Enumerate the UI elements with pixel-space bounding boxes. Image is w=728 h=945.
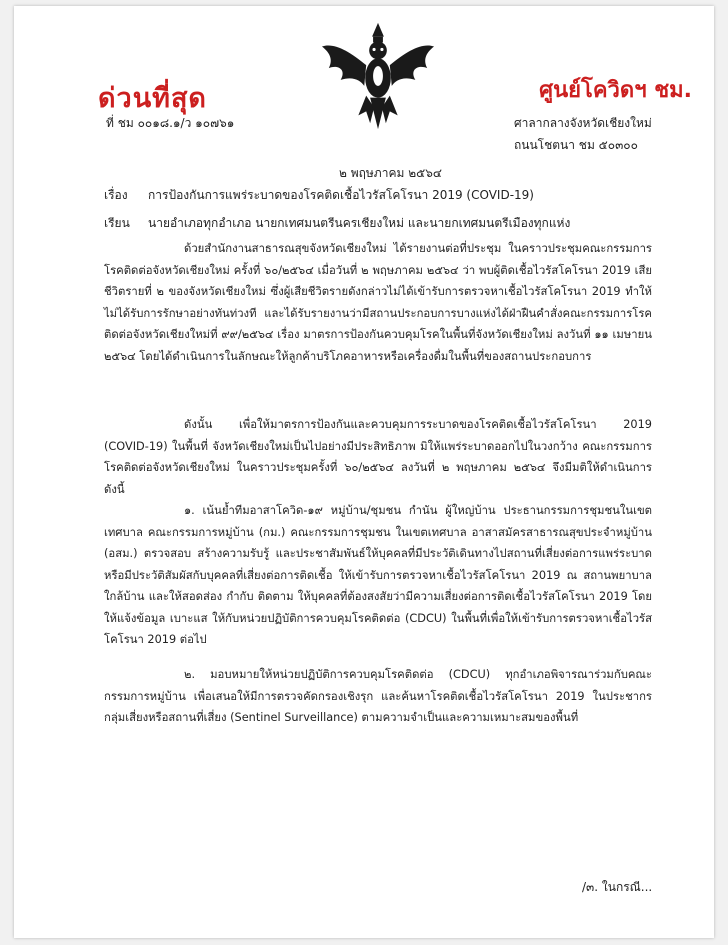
- subject-label: เรื่อง: [104, 188, 128, 202]
- document-number: ที่ ชม ๐๐๑๘.๑/ว ๑๐๗๖๑: [106, 116, 235, 130]
- covid-center-label: ศูนย์โควิดฯ ชม.: [539, 78, 692, 103]
- urgent-label: ด่วนที่สุด: [98, 83, 207, 114]
- document-date: ๒ พฤษภาคม ๒๕๖๔: [339, 166, 442, 180]
- body-paragraph-1: ด้วยสำนักงานสาธารณสุขจังหวัดเชียงใหม่ ได้รายงานต่อที่ประชุม ในคราวประชุมคณะกรรมการโรคติดต่อจังหวัดเชียงใหม่ ครั้งที่ ๖๐/๒๕๖๔ เมื่อวันที่ ๒ พฤษภาคม ๒๕๖๔ ว่า พบผู้ติดเชื้อไวรัสโคโรนา 2019 เสียชีวิตรายที่ ๒ ของจังหวัดเชียงใหม่ ซึ่งผู้เสียชีวิตรายดังกล่าวไม่ได้เข้ารับการตรวจหาเชื้อไวรัสโคโรนา 2019 ทำให้ไม่ได้รับการรักษาอย่างทันท่วงที และได้รับรายงานว่ามีสถานประกอบการบางแห่งได้ฝ่าฝืนคำสั่งคณะกรรมการโรคติดต่อจังหวัดเชียงใหม่ที่ ๙๙/๒๕๖๔ เรื่อง มาตรการป้องกันควบคุมโรคในพื้นที่จังหวัดเชียงใหม่ ลงวันที่ ๑๑ เมษายน ๒๕๖๔ โดยได้ดำเนินการในลักษณะให้ลูกค้าบริโภคอาหารหรือเครื่องดื่มในพื้นที่ของสถานประกอบการ: [104, 242, 652, 363]
- office-name: ศาลากลางจังหวัดเชียงใหม่: [514, 116, 652, 130]
- continuation-note: /๓. ในกรณี...: [582, 880, 653, 894]
- recipient-label: เรียน: [104, 216, 130, 230]
- body-item-2: ๒. มอบหมายให้หน่วยปฏิบัติการควบคุมโรคติดต่อ (CDCU) ทุกอำเภอพิจารณาร่วมกับคณะกรรมการหมู่บ้าน เพื่อเสนอให้มีการตรวจคัดกรองเชิงรุก และค้นหาโรคติดเชื้อไวรัสโคโรนา 2019 ในประชากรกลุ่มเสี่ยงหรือสถานที่เสี่ยง (Sentinel Surveillance) ตามความจำเป็นและความเหมาะสมของพื้นที่: [104, 668, 652, 724]
- office-address-block: [514, 112, 652, 156]
- subject-row: [104, 186, 534, 205]
- body-paragraph-2: ดังนั้น เพื่อให้มาตรการป้องกันและควบคุมการระบาดของโรคติดเชื้อไวรัสโคโรนา 2019 (COVID-19) ในพื้นที่ จังหวัดเชียงใหม่เป็นไปอย่างมีประสิทธิภาพ มิให้แพร่ระบาดออกไปในวงกว้าง คณะกรรมการโรคติดต่อจังหวัดเชียงใหม่ ในคราวประชุมครั้งที่ ๖๐/๒๕๖๔ ลงวันที่ ๒ พฤษภาคม ๒๕๖๔ จึงมีมติให้ดำเนินการ ดังนี้: [104, 418, 652, 496]
- recipient-row: [104, 214, 570, 233]
- recipient-text: นายอำเภอทุกอำเภอ นายกเทศมนตรีนครเชียงใหม่ และนายกเทศมนตรีเมืองทุกแห่ง: [148, 216, 571, 230]
- garuda-emblem: [319, 20, 437, 132]
- body-item-1: ๑. เน้นย้ำทีมอาสาโควิด-๑๙ หมู่บ้าน/ชุมชน กำนัน ผู้ใหญ่บ้าน ประธานกรรมการชุมชนในเขตเทศบาล คณะกรรมการหมู่บ้าน (กม.) คณะกรรมการชุมชน ในเขตเทศบาล อาสาสมัครสาธารณสุขประจำหมู่บ้าน (อสม.) ตรวจสอบ สร้างความรับรู้ และประชาสัมพันธ์ให้บุคคลที่มีประวัติเดินทางไปสถานที่เสี่ยงต่อการแพร่ระบาด หรือมีประวัติสัมผัสกับบุคคลที่เสี่ยงต่อการติดเชื้อ ให้เข้ารับการตรวจหาเชื้อไวรัสโคโรนา 2019 ณ สถานพยาบาลใกล้บ้าน และให้สอดส่อง กำกับ ติดตาม ให้บุคคลที่ต้องสงสัยว่ามีความเสี่ยงต่อการติดเชื้อไวรัสโคโรนา 2019 โดยให้แจ้งข้อมูล เบาะแส ให้กับหน่วยปฏิบัติการควบคุมโรคติดต่อ (CDCU) ในพื้นที่เพื่อให้เข้ารับการตรวจหาเชื้อไวรัสโคโรนา 2019 ต่อไป: [104, 504, 652, 646]
- office-address: ถนนโชตนา ชม ๕๐๓๐๐: [514, 138, 638, 152]
- subject-text: การป้องกันการแพร่ระบาดของโรคติดเชื้อไวรัสโคโรนา 2019 (COVID-19): [148, 188, 534, 202]
- document-page: [14, 6, 714, 938]
